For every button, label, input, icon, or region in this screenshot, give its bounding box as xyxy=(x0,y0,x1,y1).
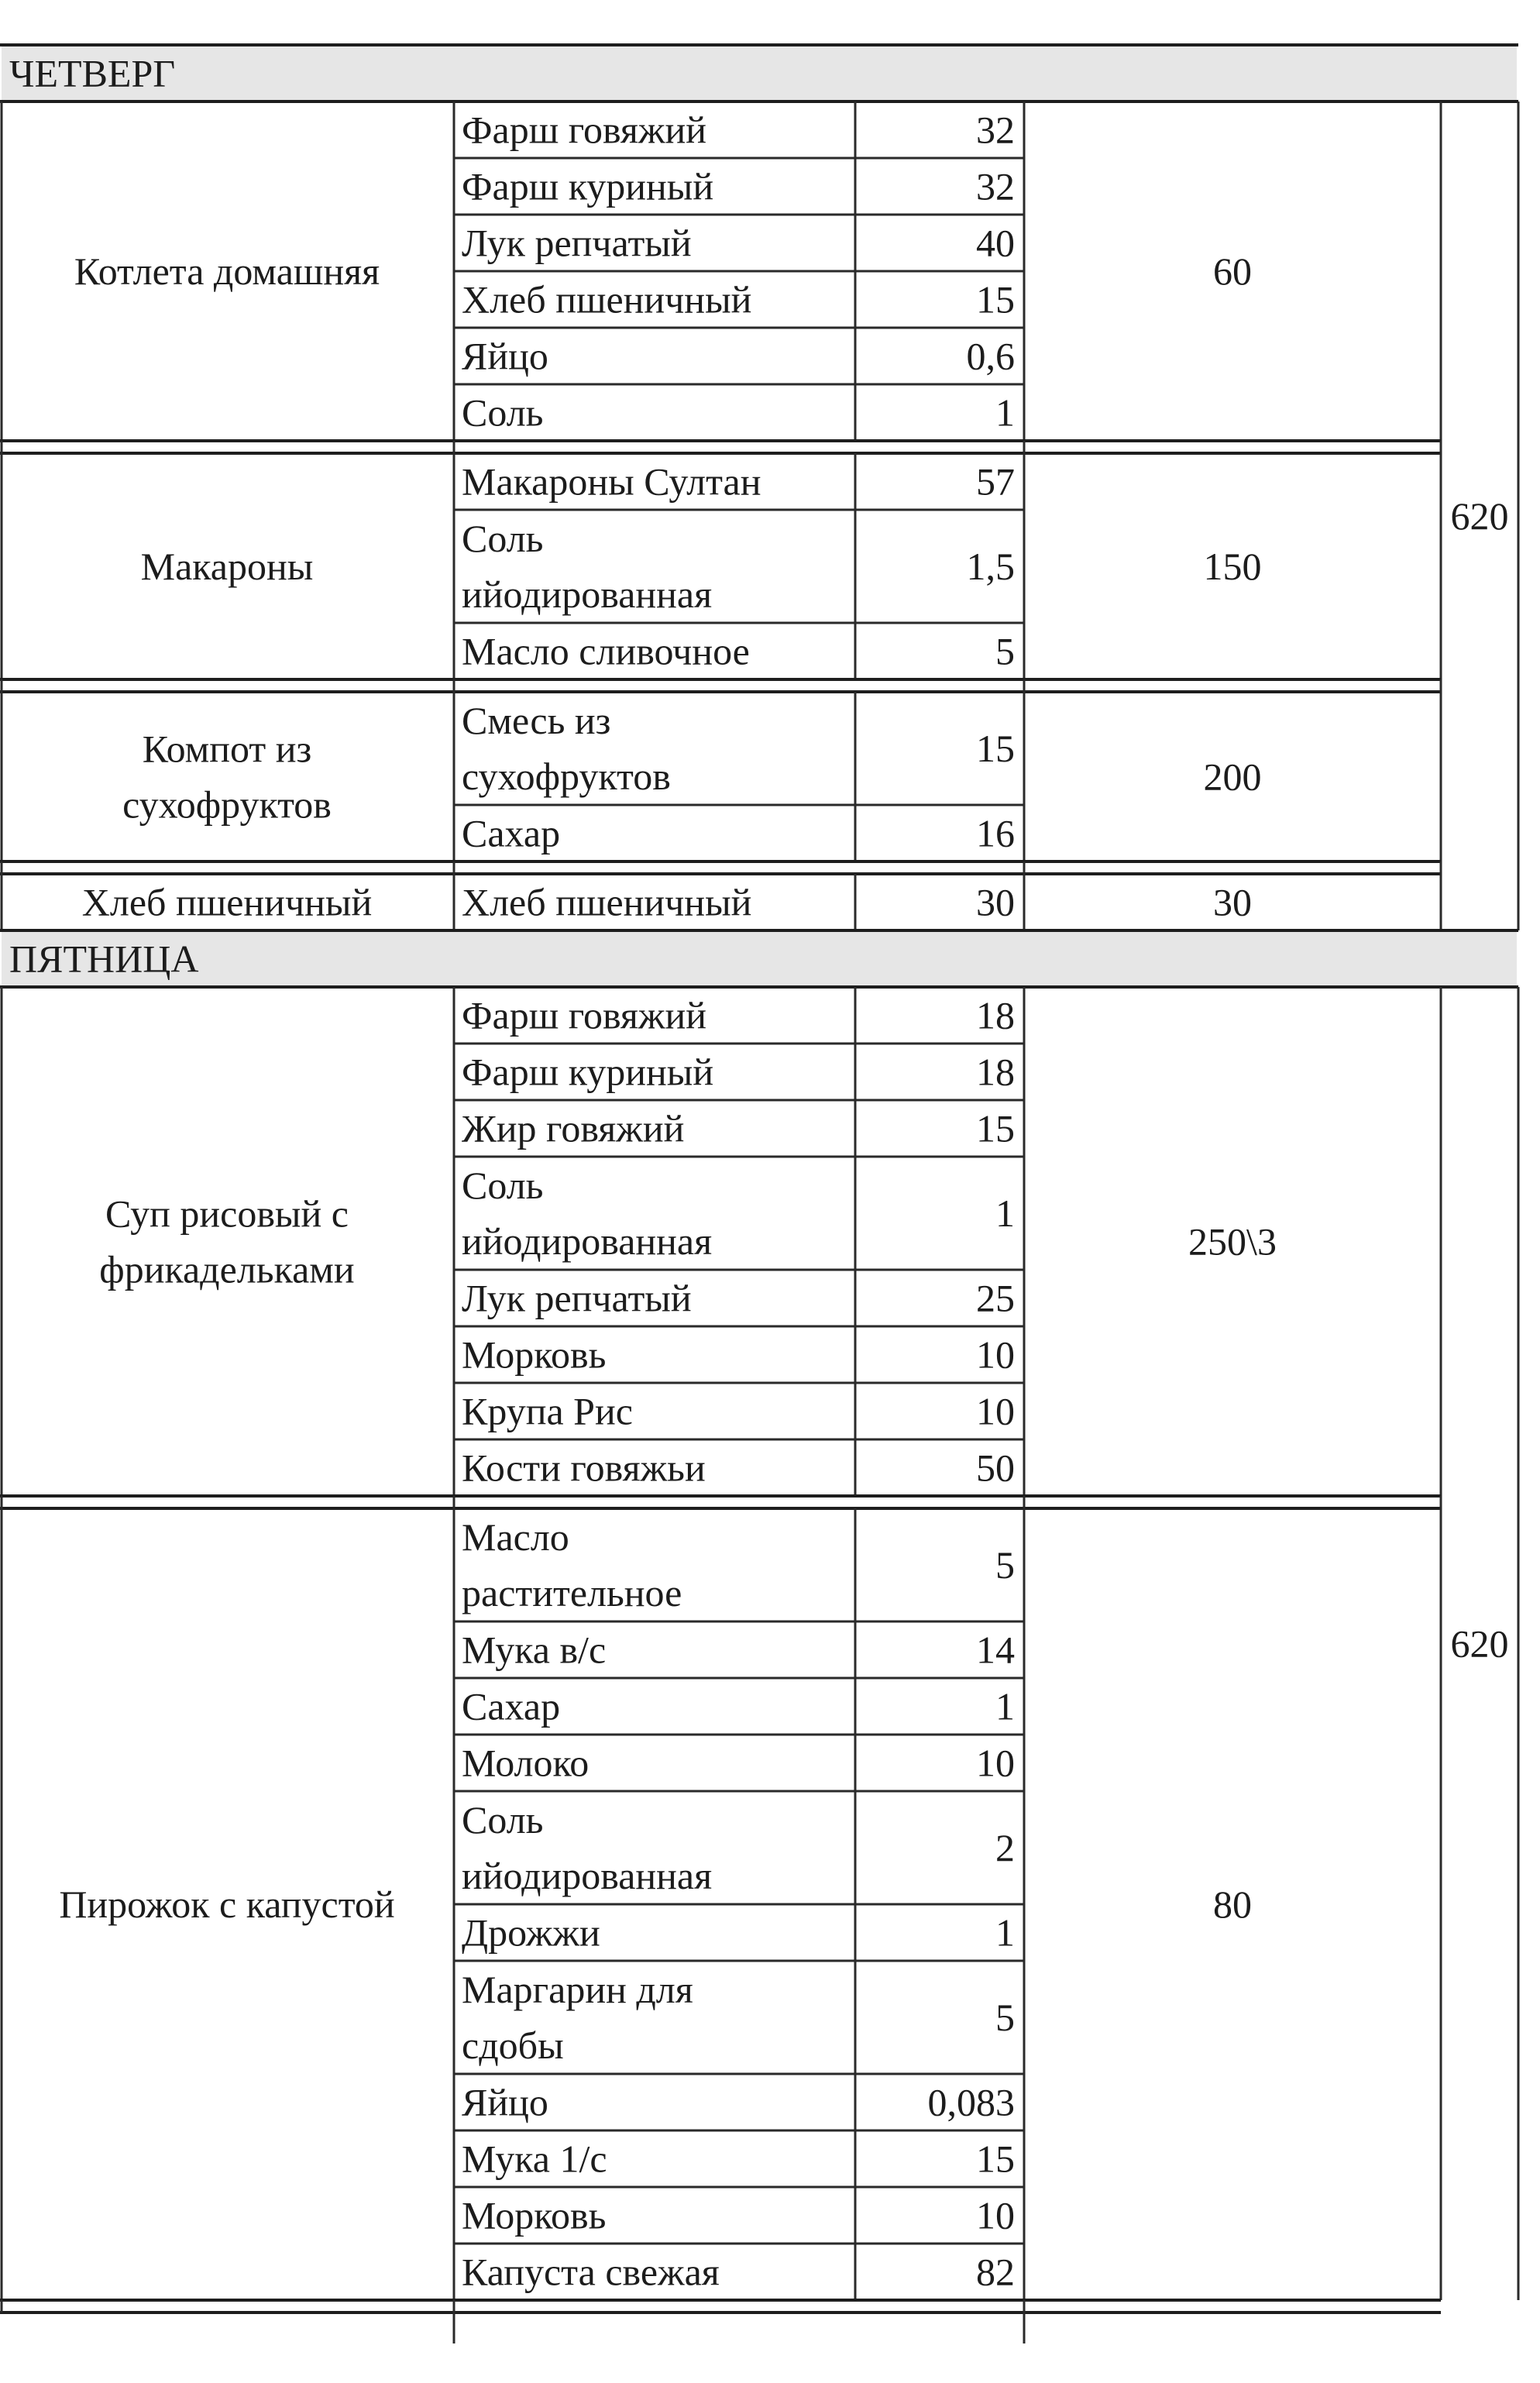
dish-portion: 60 xyxy=(1213,249,1252,293)
ingredient-name: Фарш говяжий xyxy=(462,993,706,1037)
ingredient-amount: 50 xyxy=(976,1446,1015,1490)
dish-name: Компот из xyxy=(142,727,312,771)
dish-portion: 30 xyxy=(1213,880,1252,924)
dish-portion: 250\3 xyxy=(1188,1219,1277,1264)
ingredient-amount: 5 xyxy=(995,1996,1015,2039)
ingredient-amount: 2 xyxy=(995,1826,1015,1869)
ingredient-name: Морковь xyxy=(462,2193,607,2237)
ingredient-name: Мука 1/с xyxy=(462,2137,607,2181)
ingredient-name: растительное xyxy=(462,1571,682,1614)
ingredient-name: ийодированная xyxy=(462,573,713,616)
ingredient-name: сухофруктов xyxy=(462,755,671,798)
ingredient-amount: 10 xyxy=(976,1389,1015,1433)
dish-name: фрикадельками xyxy=(99,1247,355,1291)
ingredient-name: Фарш куриный xyxy=(462,1050,714,1094)
ingredient-amount: 5 xyxy=(995,1543,1015,1587)
ingredient-name: Яйцо xyxy=(462,2080,548,2124)
ingredient-name: Капуста свежая xyxy=(462,2250,720,2294)
ingredient-name: ийодированная xyxy=(462,1219,713,1263)
dish-name: Пирожок с капустой xyxy=(59,1883,395,1926)
ingredient-amount: 1 xyxy=(995,1192,1015,1235)
ingredient-name: Морковь xyxy=(462,1332,607,1377)
ingredient-amount: 1 xyxy=(995,390,1015,435)
ingredient-amount: 32 xyxy=(976,108,1015,152)
dish-name: Суп рисовый с xyxy=(105,1192,349,1236)
ingredient-amount: 1 xyxy=(995,1910,1015,1955)
day-title: ПЯТНИЦА xyxy=(9,937,199,981)
ingredient-name: Масло сливочное xyxy=(462,629,750,673)
ingredient-amount: 18 xyxy=(976,1050,1015,1094)
ingredient-amount: 1,5 xyxy=(966,545,1015,588)
ingredient-amount: 15 xyxy=(976,277,1015,322)
ingredient-name: Мука в/с xyxy=(462,1628,607,1672)
ingredient-name: Макароны Султан xyxy=(462,459,761,504)
ingredient-amount: 18 xyxy=(976,993,1015,1037)
ingredient-name: Масло xyxy=(462,1515,569,1559)
ingredient-amount: 15 xyxy=(976,2137,1015,2181)
ingredient-name: Маргарин для xyxy=(462,1968,693,2011)
ingredient-amount: 0,6 xyxy=(966,334,1015,378)
ingredient-amount: 25 xyxy=(976,1276,1015,1320)
day-total: 620 xyxy=(1450,1621,1509,1666)
ingredient-amount: 57 xyxy=(976,459,1015,504)
ingredient-name: Смесь из xyxy=(462,699,611,742)
dish-name: сухофруктов xyxy=(122,782,332,827)
ingredient-name: Соль xyxy=(462,1798,544,1841)
dish-name: Котлета домашняя xyxy=(74,249,380,293)
ingredient-amount: 30 xyxy=(976,880,1015,924)
ingredient-name: Дрожжи xyxy=(462,1910,600,1955)
ingredient-amount: 10 xyxy=(976,1332,1015,1377)
ingredient-name: ийодированная xyxy=(462,1854,713,1897)
ingredient-name: Молоко xyxy=(462,1741,590,1785)
dish-name: Хлеб пшеничный xyxy=(81,880,373,924)
ingredient-name: Соль xyxy=(462,390,544,435)
ingredient-name: Сахар xyxy=(462,1684,561,1728)
ingredient-name: Крупа Рис xyxy=(462,1389,633,1433)
dish-name: Макароны xyxy=(140,545,314,588)
ingredient-name: Соль xyxy=(462,1164,544,1207)
day-total: 620 xyxy=(1450,494,1509,538)
ingredient-amount: 1 xyxy=(995,1684,1015,1728)
ingredient-name: Соль xyxy=(462,517,544,560)
ingredient-name: Фарш говяжий xyxy=(462,108,706,152)
ingredient-name: Яйцо xyxy=(462,334,548,378)
ingredient-amount: 10 xyxy=(976,2193,1015,2237)
dish-portion: 150 xyxy=(1203,545,1262,588)
day-title: ЧЕТВЕРГ xyxy=(9,51,176,95)
dish-portion: 200 xyxy=(1203,755,1262,799)
ingredient-amount: 15 xyxy=(976,1106,1015,1150)
ingredient-name: Хлеб пшеничный xyxy=(462,277,752,322)
ingredient-amount: 40 xyxy=(976,221,1015,265)
ingredient-name: Фарш куриный xyxy=(462,164,714,208)
dish-portion: 80 xyxy=(1213,1883,1252,1926)
ingredient-amount: 32 xyxy=(976,164,1015,208)
ingredient-name: сдобы xyxy=(462,2024,564,2067)
ingredient-amount: 14 xyxy=(976,1628,1015,1672)
ingredient-amount: 0,083 xyxy=(927,2080,1015,2124)
ingredient-amount: 15 xyxy=(976,727,1015,770)
ingredient-amount: 82 xyxy=(976,2250,1015,2294)
ingredient-name: Кости говяжьи xyxy=(462,1446,706,1490)
ingredient-name: Жир говяжий xyxy=(462,1106,685,1150)
ingredient-amount: 5 xyxy=(995,629,1015,673)
ingredient-amount: 16 xyxy=(976,811,1015,855)
ingredient-amount: 10 xyxy=(976,1741,1015,1785)
ingredient-name: Лук репчатый xyxy=(462,1276,692,1320)
day-header-band xyxy=(2,930,1517,987)
ingredient-name: Сахар xyxy=(462,811,561,855)
ingredient-name: Лук репчатый xyxy=(462,221,692,265)
day-header-band xyxy=(2,45,1517,101)
ingredient-name: Хлеб пшеничный xyxy=(462,880,752,924)
